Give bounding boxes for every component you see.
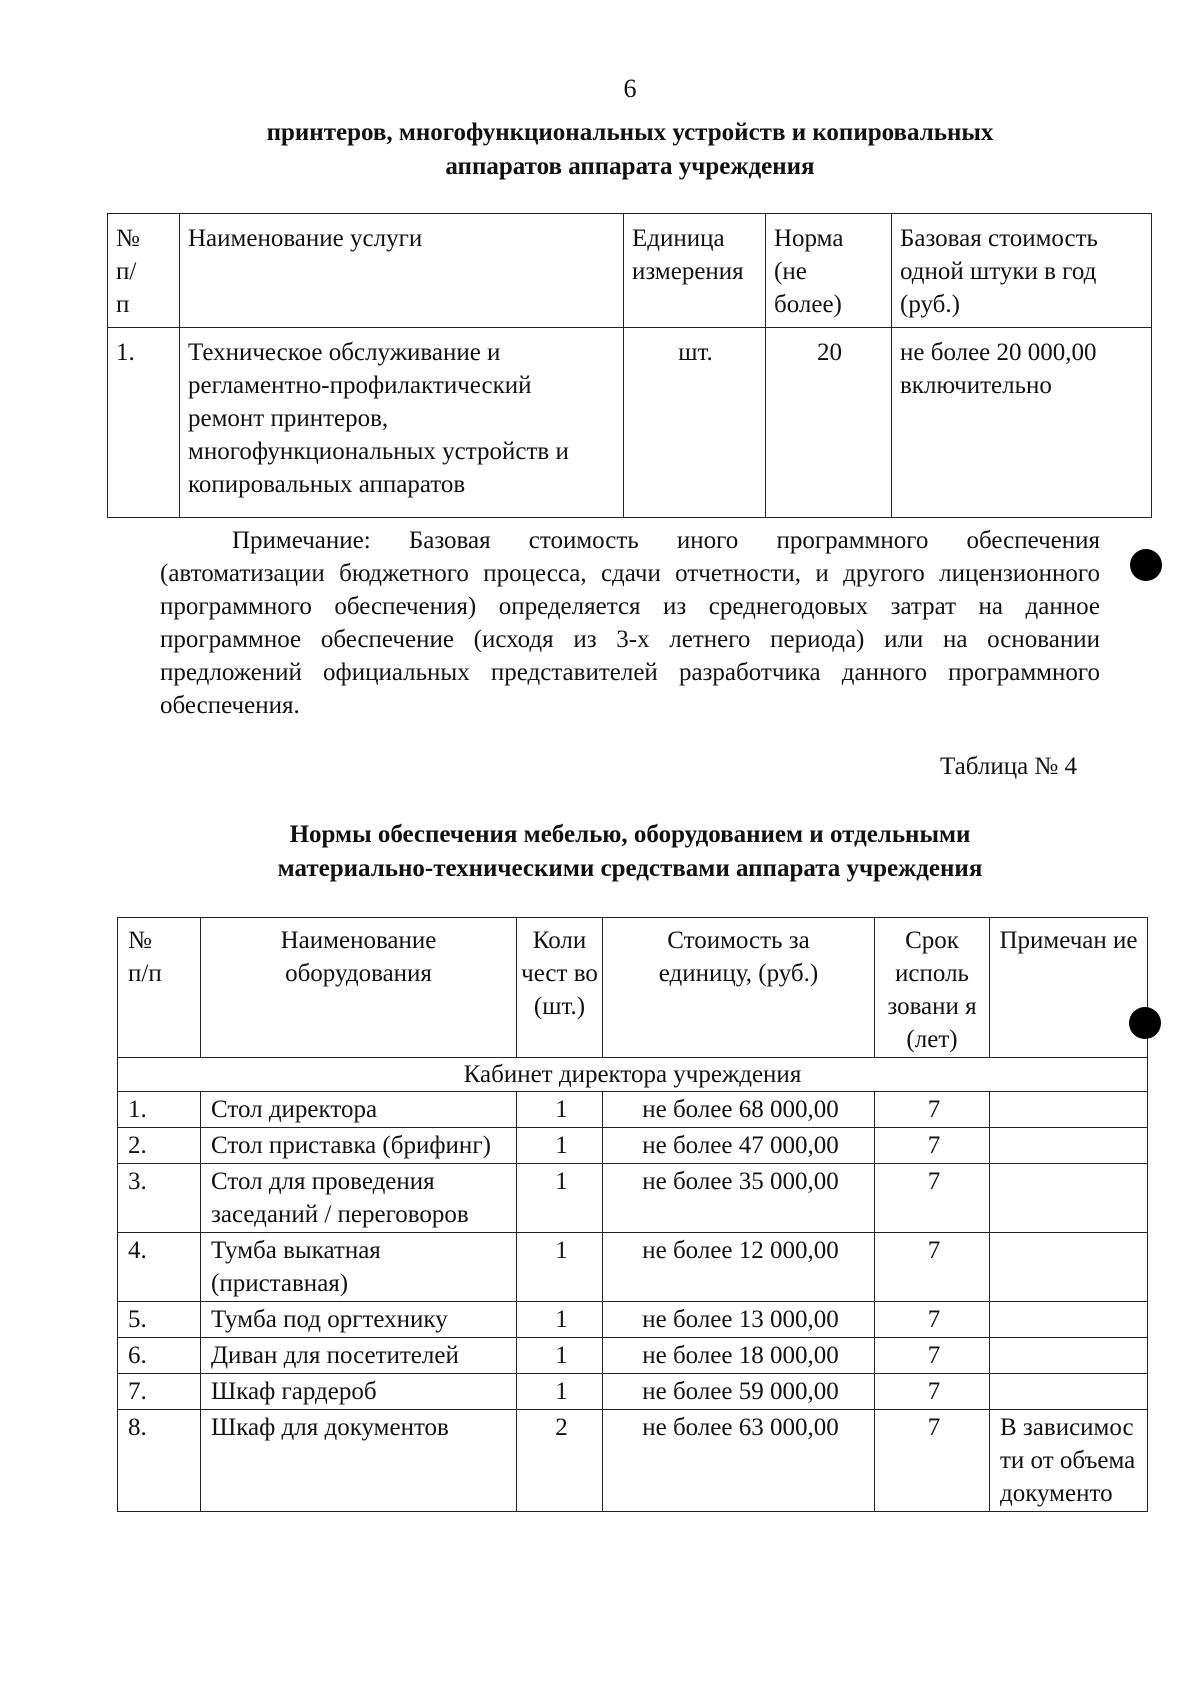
- furniture-norms-table: [117, 917, 1148, 1512]
- table-cell-term: 7: [875, 1410, 990, 1512]
- table-label: Таблица № 4: [940, 753, 1078, 780]
- table-row: [118, 1338, 1148, 1374]
- table-row: [118, 1164, 1148, 1233]
- t1-header-num: № п/п: [108, 214, 180, 328]
- table-cell-note: [990, 1233, 1148, 1302]
- t1-cell-num: 1.: [108, 328, 180, 518]
- t1-header-norm: Норма (не более): [766, 214, 892, 328]
- t1-cell-name: Техническое обслуживание и регламентно-профилактический ремонт принтеров, многофункциональных устройств и копировальных аппаратов: [180, 328, 624, 518]
- table-cell-num: 7.: [118, 1374, 201, 1410]
- table-cell-name: Стол приставка (брифинг): [201, 1128, 517, 1164]
- table-cell-term: 7: [875, 1128, 990, 1164]
- table-cell-note: [990, 1164, 1148, 1233]
- table-cell-qty: 1: [517, 1164, 603, 1233]
- table-cell-qty: 1: [517, 1092, 603, 1128]
- table-cell-name: Стол для проведения заседаний / переговоров: [201, 1164, 517, 1233]
- table-cell-note: [990, 1092, 1148, 1128]
- table-cell-term: 7: [875, 1233, 990, 1302]
- table-cell-note: [990, 1374, 1148, 1410]
- table-cell-term: 7: [875, 1302, 990, 1338]
- table-cell-cost: не более 12 000,00: [603, 1233, 875, 1302]
- title2-line1: Нормы обеспечения мебелью, оборудованием и отдельными: [289, 821, 971, 848]
- table-cell-num: 1.: [118, 1092, 201, 1128]
- table-cell-name: Диван для посетителей: [201, 1338, 517, 1374]
- table-cell-qty: 1: [517, 1374, 603, 1410]
- table-cell-qty: 2: [517, 1410, 603, 1512]
- table2-body: [118, 1092, 1148, 1512]
- t1-header-unit: Единица измерения: [624, 214, 766, 328]
- table-cell-qty: 1: [517, 1302, 603, 1338]
- table-row: [118, 1092, 1148, 1128]
- t1-header-cost: Базовая стоимость одной штуки в год (руб.): [892, 214, 1152, 328]
- t1-cell-cost: не более 20 000,00 включительно: [892, 328, 1152, 518]
- table-row: [118, 1374, 1148, 1410]
- table-row: [118, 1410, 1148, 1512]
- punch-hole-mark: [1129, 1007, 1161, 1039]
- table-cell-num: 4.: [118, 1233, 201, 1302]
- table-cell-term: 7: [875, 1338, 990, 1374]
- section-cabinet-director: Кабинет директора учреждения: [118, 1058, 1148, 1092]
- table-row: [118, 1233, 1148, 1302]
- table-cell-note: В зависимос ти от объема документо: [990, 1410, 1148, 1512]
- table-cell-cost: не более 59 000,00: [603, 1374, 875, 1410]
- t2-header-cost: Стоимость за единицу, (руб.): [603, 918, 875, 1058]
- table-cell-qty: 1: [517, 1338, 603, 1374]
- table2-header-row: [118, 918, 1148, 1058]
- page-number: 6: [623, 74, 637, 103]
- table-cell-note: [990, 1338, 1148, 1374]
- table-cell-cost: не более 63 000,00: [603, 1410, 875, 1512]
- table-cell-term: 7: [875, 1374, 990, 1410]
- table2-section-row: [118, 1058, 1148, 1092]
- table-cell-name: Шкаф гардероб: [201, 1374, 517, 1410]
- t2-header-num: № п/п: [118, 918, 201, 1058]
- table-cell-note: [990, 1128, 1148, 1164]
- table-cell-name: Тумба под оргтехнику: [201, 1302, 517, 1338]
- title1-line1: принтеров, многофункциональных устройств и копировальных: [266, 119, 994, 146]
- t1-header-name: Наименование услуги: [180, 214, 624, 328]
- table-row: [118, 1128, 1148, 1164]
- table-row: [118, 1302, 1148, 1338]
- table-cell-num: 5.: [118, 1302, 201, 1338]
- table-cell-name: Стол директора: [201, 1092, 517, 1128]
- t2-header-name: Наименование оборудования: [201, 918, 517, 1058]
- title1-line2: аппаратов аппарата учреждения: [445, 153, 815, 180]
- t2-header-term: Срок исполь зовани я (лет): [875, 918, 990, 1058]
- table-cell-qty: 1: [517, 1233, 603, 1302]
- table1-row: [108, 328, 1152, 518]
- table-cell-cost: не более 68 000,00: [603, 1092, 875, 1128]
- table1-header-row: [108, 214, 1152, 328]
- t2-header-qty: Коли чест во (шт.): [517, 918, 603, 1058]
- table-cell-num: 2.: [118, 1128, 201, 1164]
- table-cell-name: Шкаф для документов: [201, 1410, 517, 1512]
- service-norms-table: [107, 213, 1152, 518]
- note-paragraph: Примечание: Базовая стоимость иного программного обеспечения (автоматизации бюджетного процесса, сдачи отчетности, и другого лицензионного программного обеспечения) определяется из среднегодовых затрат на данное программное обеспечение (исходя из 3-х летнего периода) или на основании предложений официальных представителей разработчика данного программного обеспечения.: [160, 527, 1100, 719]
- table-cell-cost: не более 13 000,00: [603, 1302, 875, 1338]
- table-cell-term: 7: [875, 1164, 990, 1233]
- t1-cell-norm: 20: [766, 328, 892, 518]
- section-title-2: [160, 818, 1100, 886]
- table-cell-term: 7: [875, 1092, 990, 1128]
- table-cell-cost: не более 18 000,00: [603, 1338, 875, 1374]
- title2-line2: материально-техническими средствами аппарата учреждения: [277, 855, 983, 882]
- table-cell-cost: не более 35 000,00: [603, 1164, 875, 1233]
- table-cell-note: [990, 1302, 1148, 1338]
- table-cell-num: 8.: [118, 1410, 201, 1512]
- section-title-1: [160, 116, 1100, 184]
- table-cell-qty: 1: [517, 1128, 603, 1164]
- t2-header-note: Примечан ие: [990, 918, 1148, 1058]
- table-cell-num: 3.: [118, 1164, 201, 1233]
- table-cell-cost: не более 47 000,00: [603, 1128, 875, 1164]
- punch-hole-mark: [1130, 549, 1162, 581]
- table-cell-name: Тумба выкатная (приставная): [201, 1233, 517, 1302]
- table-cell-num: 6.: [118, 1338, 201, 1374]
- t1-cell-unit: шт.: [624, 328, 766, 518]
